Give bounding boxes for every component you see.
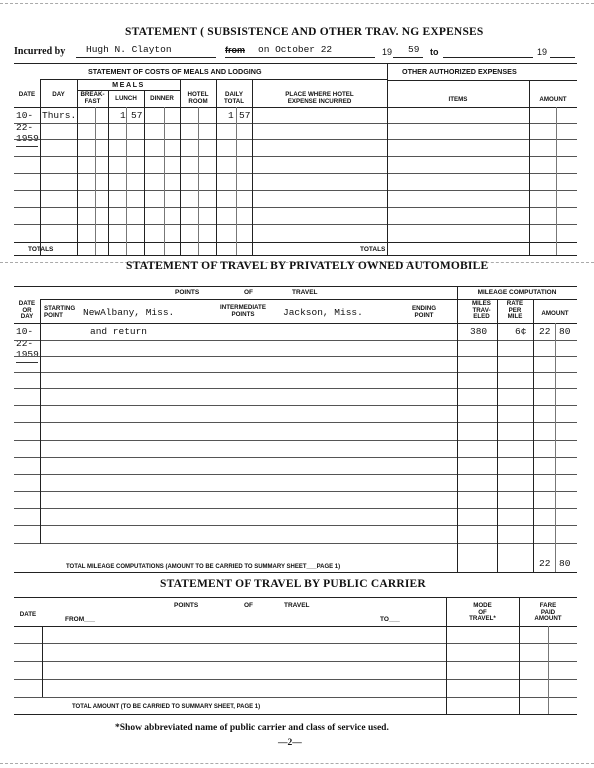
totals-left: TOTALS (28, 246, 54, 253)
rate-per-mile[interactable]: 6¢ (515, 326, 527, 337)
footnote: *Show abbreviated name of public carrier and class of service used. (115, 723, 389, 733)
auto-col-date: DATE OR DAY (18, 300, 36, 321)
year-value[interactable]: 59 (408, 44, 420, 55)
name-underline (76, 57, 216, 58)
meals-group-label: MEALS (112, 80, 145, 89)
mileage-title: MILEAGE COMPUTATION (477, 289, 557, 296)
col-lunch: LUNCH (115, 95, 137, 102)
auto-total-cents[interactable]: 80 (559, 558, 571, 569)
carrier-col-mode: MODE OF TRAVEL* (469, 602, 496, 623)
auto-amount-cents[interactable]: 80 (559, 326, 571, 337)
to-label: to (430, 47, 439, 57)
employee-name[interactable]: Hugh N. Clayton (86, 44, 172, 55)
auto-total-dollars[interactable]: 22 (539, 558, 551, 569)
auto-row-description[interactable]: and return (90, 326, 148, 337)
meal-row-date[interactable]: 10- 22- 1959 (16, 110, 39, 144)
col-day: DAY (52, 91, 65, 98)
page-number: —2— (278, 738, 302, 748)
auto-total-label: TOTAL MILEAGE COMPUTATIONS (AMOUNT TO BE CARRIED TO SUMMARY SHEET___PAGE 1) (66, 564, 341, 570)
daily-dollars[interactable]: 1 (228, 110, 234, 121)
carrier-col-fare: FARE PAID AMOUNT (534, 602, 562, 623)
intermediate-points-value[interactable]: Jackson, Miss. (283, 307, 363, 318)
totals-right: TOTALS (360, 246, 386, 253)
auto-col-miles: MILES TRAV- ELED (472, 300, 491, 321)
carrier-col-date: DATE (19, 611, 37, 618)
auto-col-amount: AMOUNT (541, 310, 569, 317)
auto-row-date[interactable]: 10- 22- 1959 (16, 326, 39, 360)
carrier-points-label: POINTS (174, 602, 199, 609)
auto-travel-label: TRAVEL (292, 289, 318, 296)
miles-traveled[interactable]: 380 (470, 326, 488, 337)
col-breakfast: BREAK- FAST (80, 91, 105, 105)
year2-underline (550, 57, 575, 58)
col-items: ITEMS (448, 96, 468, 103)
auto-amount-dollars[interactable]: 22 (539, 326, 551, 337)
carrier-section-title: STATEMENT OF TRAVEL BY PUBLIC CARRIER (160, 578, 426, 590)
starting-point-value[interactable]: NewAlbany, Miss. (83, 307, 175, 318)
col-place: PLACE WHERE HOTEL EXPENSE INCURRED (285, 91, 354, 105)
ending-point-label: ENDING POINT (411, 305, 437, 319)
col-daily-total: DAILY TOTAL (223, 91, 245, 105)
starting-point-label: STARTING POINT (44, 305, 76, 319)
col-amount: AMOUNT (539, 96, 567, 103)
daily-cents[interactable]: 57 (239, 110, 251, 121)
intermediate-points-label: INTERMEDIATE POINTS (220, 304, 266, 318)
perforation-line (0, 3, 594, 4)
to-underline (443, 57, 533, 58)
from-label: from (225, 45, 245, 55)
meals-section-title: STATEMENT OF COSTS OF MEALS AND LODGING (88, 67, 262, 76)
carrier-to-label: TO___ (380, 616, 400, 623)
perforation-line-3 (0, 763, 594, 764)
carrier-total-label: TOTAL AMOUNT (TO BE CARRIED TO SUMMARY SHEET, PAGE 1) (72, 704, 261, 710)
year-prefix-2: 19 (537, 47, 548, 57)
col-hotel-room: HOTEL ROOM (187, 91, 209, 105)
incurred-by-label: Incurred by (14, 46, 66, 57)
carrier-from-label: FROM___ (65, 616, 95, 623)
meal-row-day[interactable]: Thurs. (42, 110, 77, 121)
other-expenses-title: OTHER AUTHORIZED EXPENSES (402, 67, 517, 76)
carrier-of-label: OF (244, 602, 254, 609)
auto-of-label: OF (244, 289, 254, 296)
year-prefix-1: 19 (382, 47, 393, 57)
lunch-dollars[interactable]: 1 (120, 110, 126, 121)
auto-points-label: POINTS (175, 289, 200, 296)
auto-section-title: STATEMENT OF TRAVEL BY PRIVATELY OWNED AUTOMOBILE (126, 260, 489, 272)
page-title: STATEMENT ( SUBSISTENCE AND OTHER TRAV. NG EXPENSES (125, 26, 484, 38)
year-underline (393, 57, 423, 58)
auto-col-rate: RATE PER MILE (506, 300, 524, 321)
col-date: DATE (18, 91, 36, 98)
col-dinner: DINNER (150, 95, 174, 102)
carrier-travel-label: TRAVEL (284, 602, 310, 609)
lunch-cents[interactable]: 57 (131, 110, 143, 121)
date-underline (225, 57, 375, 58)
travel-date[interactable]: on October 22 (258, 44, 333, 55)
